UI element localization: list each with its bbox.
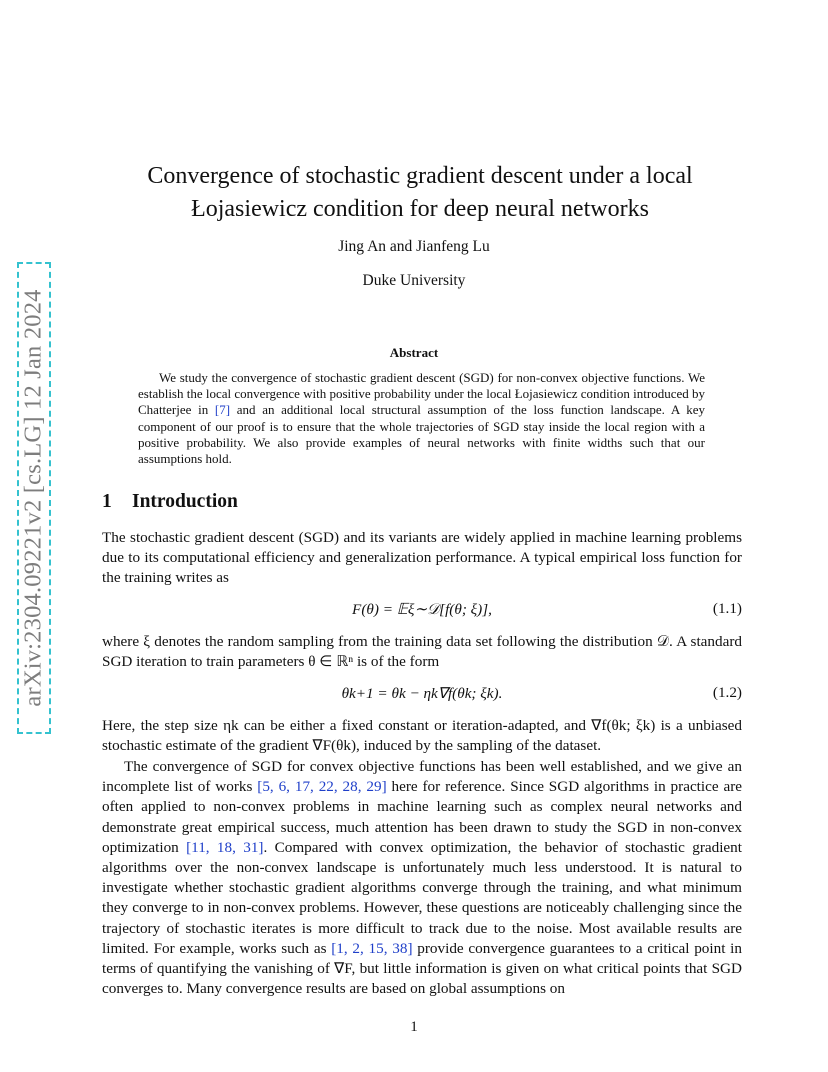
abstract-body — [138, 370, 705, 467]
paragraph-4-text-a: The convergence of SGD for convex objective functions has been well established, and we give an incomplete list of works — [102, 758, 742, 796]
equation-1-2 — [102, 684, 742, 706]
paragraph-4-text-b: here for reference. Since SGD algorithms in practice are often applied to non-convex problems in machine learning such as complex neural networks and demonstrate great empirical success, much attention has been drawn to study the SGD in non-convex optimization — [102, 778, 743, 856]
arxiv-identifier-text: arXiv:2304.09221v2 [cs.LG] 12 Jan 2024 — [20, 289, 48, 707]
paper-title: Convergence of stochastic gradient descent under a local Łojasiewicz condition for deep neural networks — [147, 163, 693, 222]
abstract-heading: Abstract — [389, 345, 439, 360]
page-number: 1 — [410, 1019, 418, 1035]
equation-1-1-expression: F(θ) = 𝔼ξ∼𝒟[f(θ; ξ)], — [352, 601, 492, 618]
abstract-text-part-2: and an additional local structural assumption of the loss function landscape. A key component of our proof is to ensure that the whole trajectories of SGD stay inside the local region with a positive probability. We also provide examples of neural networks with finite widths such that our assumptions hold. — [138, 402, 705, 467]
equation-1-2-number: (1.2) — [712, 684, 742, 701]
paragraph-4-text-c: . Compared with convex optimization, the behavior of stochastic gradient algorithms over the non-convex landscape is unfortunately much less understood. It is natural to investigate whether stochastic gradient algorithms converge through the training, and what minimum they converge to in non-convex problems. However, these questions are noticeably challenging since the trajectory of stochastic iterates is more difficult to track due to the noise. Most available results are limited. For example, works such as — [102, 838, 742, 957]
citation-link[interactable]: [11, 18, 31] — [186, 838, 264, 856]
author-affiliation: Duke University — [362, 272, 466, 289]
abstract-text-part-1: We study the convergence of stochastic gradient descent (SGD) for non-convex objective functions. We establish the local convergence with positive probability under the local Łojasiewicz condition introduced by Chatterjee in — [138, 370, 705, 418]
paper-authors: Jing An and Jianfeng Lu — [338, 238, 490, 255]
intro-paragraph-2: where ξ denotes the random sampling from the training data set following the distribution 𝒟. A standard SGD iteration to train parameters θ ∈ ℝⁿ is of the form — [102, 633, 742, 671]
paragraph-4-text-d: provide convergence guarantees to a critical point in terms of quantifying the vanishing of ∇F, but little information is given on what critical points that SGD converges to. Many convergence results are based on global assumptions on — [102, 939, 742, 998]
section-heading — [102, 491, 238, 513]
intro-paragraph-1: The stochastic gradient descent (SGD) and its variants are widely applied in machine learning problems due to its computational efficiency and generalization performance. A typical empirical loss function for the training writes as — [102, 529, 742, 587]
equation-1-1 — [102, 600, 742, 622]
equation-1-1-number: (1.1) — [712, 600, 742, 617]
intro-paragraph-3: Here, the step size ηk can be either a fixed constant or iteration-adapted, and ∇f(θk; ξk) is a unbiased stochastic estimate of the gradient ∇F(θk), induced by the sampling of the dataset. — [102, 717, 742, 755]
citation-link[interactable]: [5, 6, 17, 22, 28, 29] — [257, 778, 387, 796]
section-number: 1 — [102, 491, 112, 512]
section-title: Introduction — [132, 491, 238, 512]
equation-1-2-expression: θk+1 = θk − ηk∇f(θk; ξk). — [341, 685, 503, 702]
arxiv-identifier-stamp — [17, 262, 51, 734]
intro-paragraph-4 — [102, 757, 742, 999]
citation-link[interactable]: [7] — [214, 402, 231, 418]
citation-link[interactable]: [1, 2, 15, 38] — [331, 939, 413, 957]
